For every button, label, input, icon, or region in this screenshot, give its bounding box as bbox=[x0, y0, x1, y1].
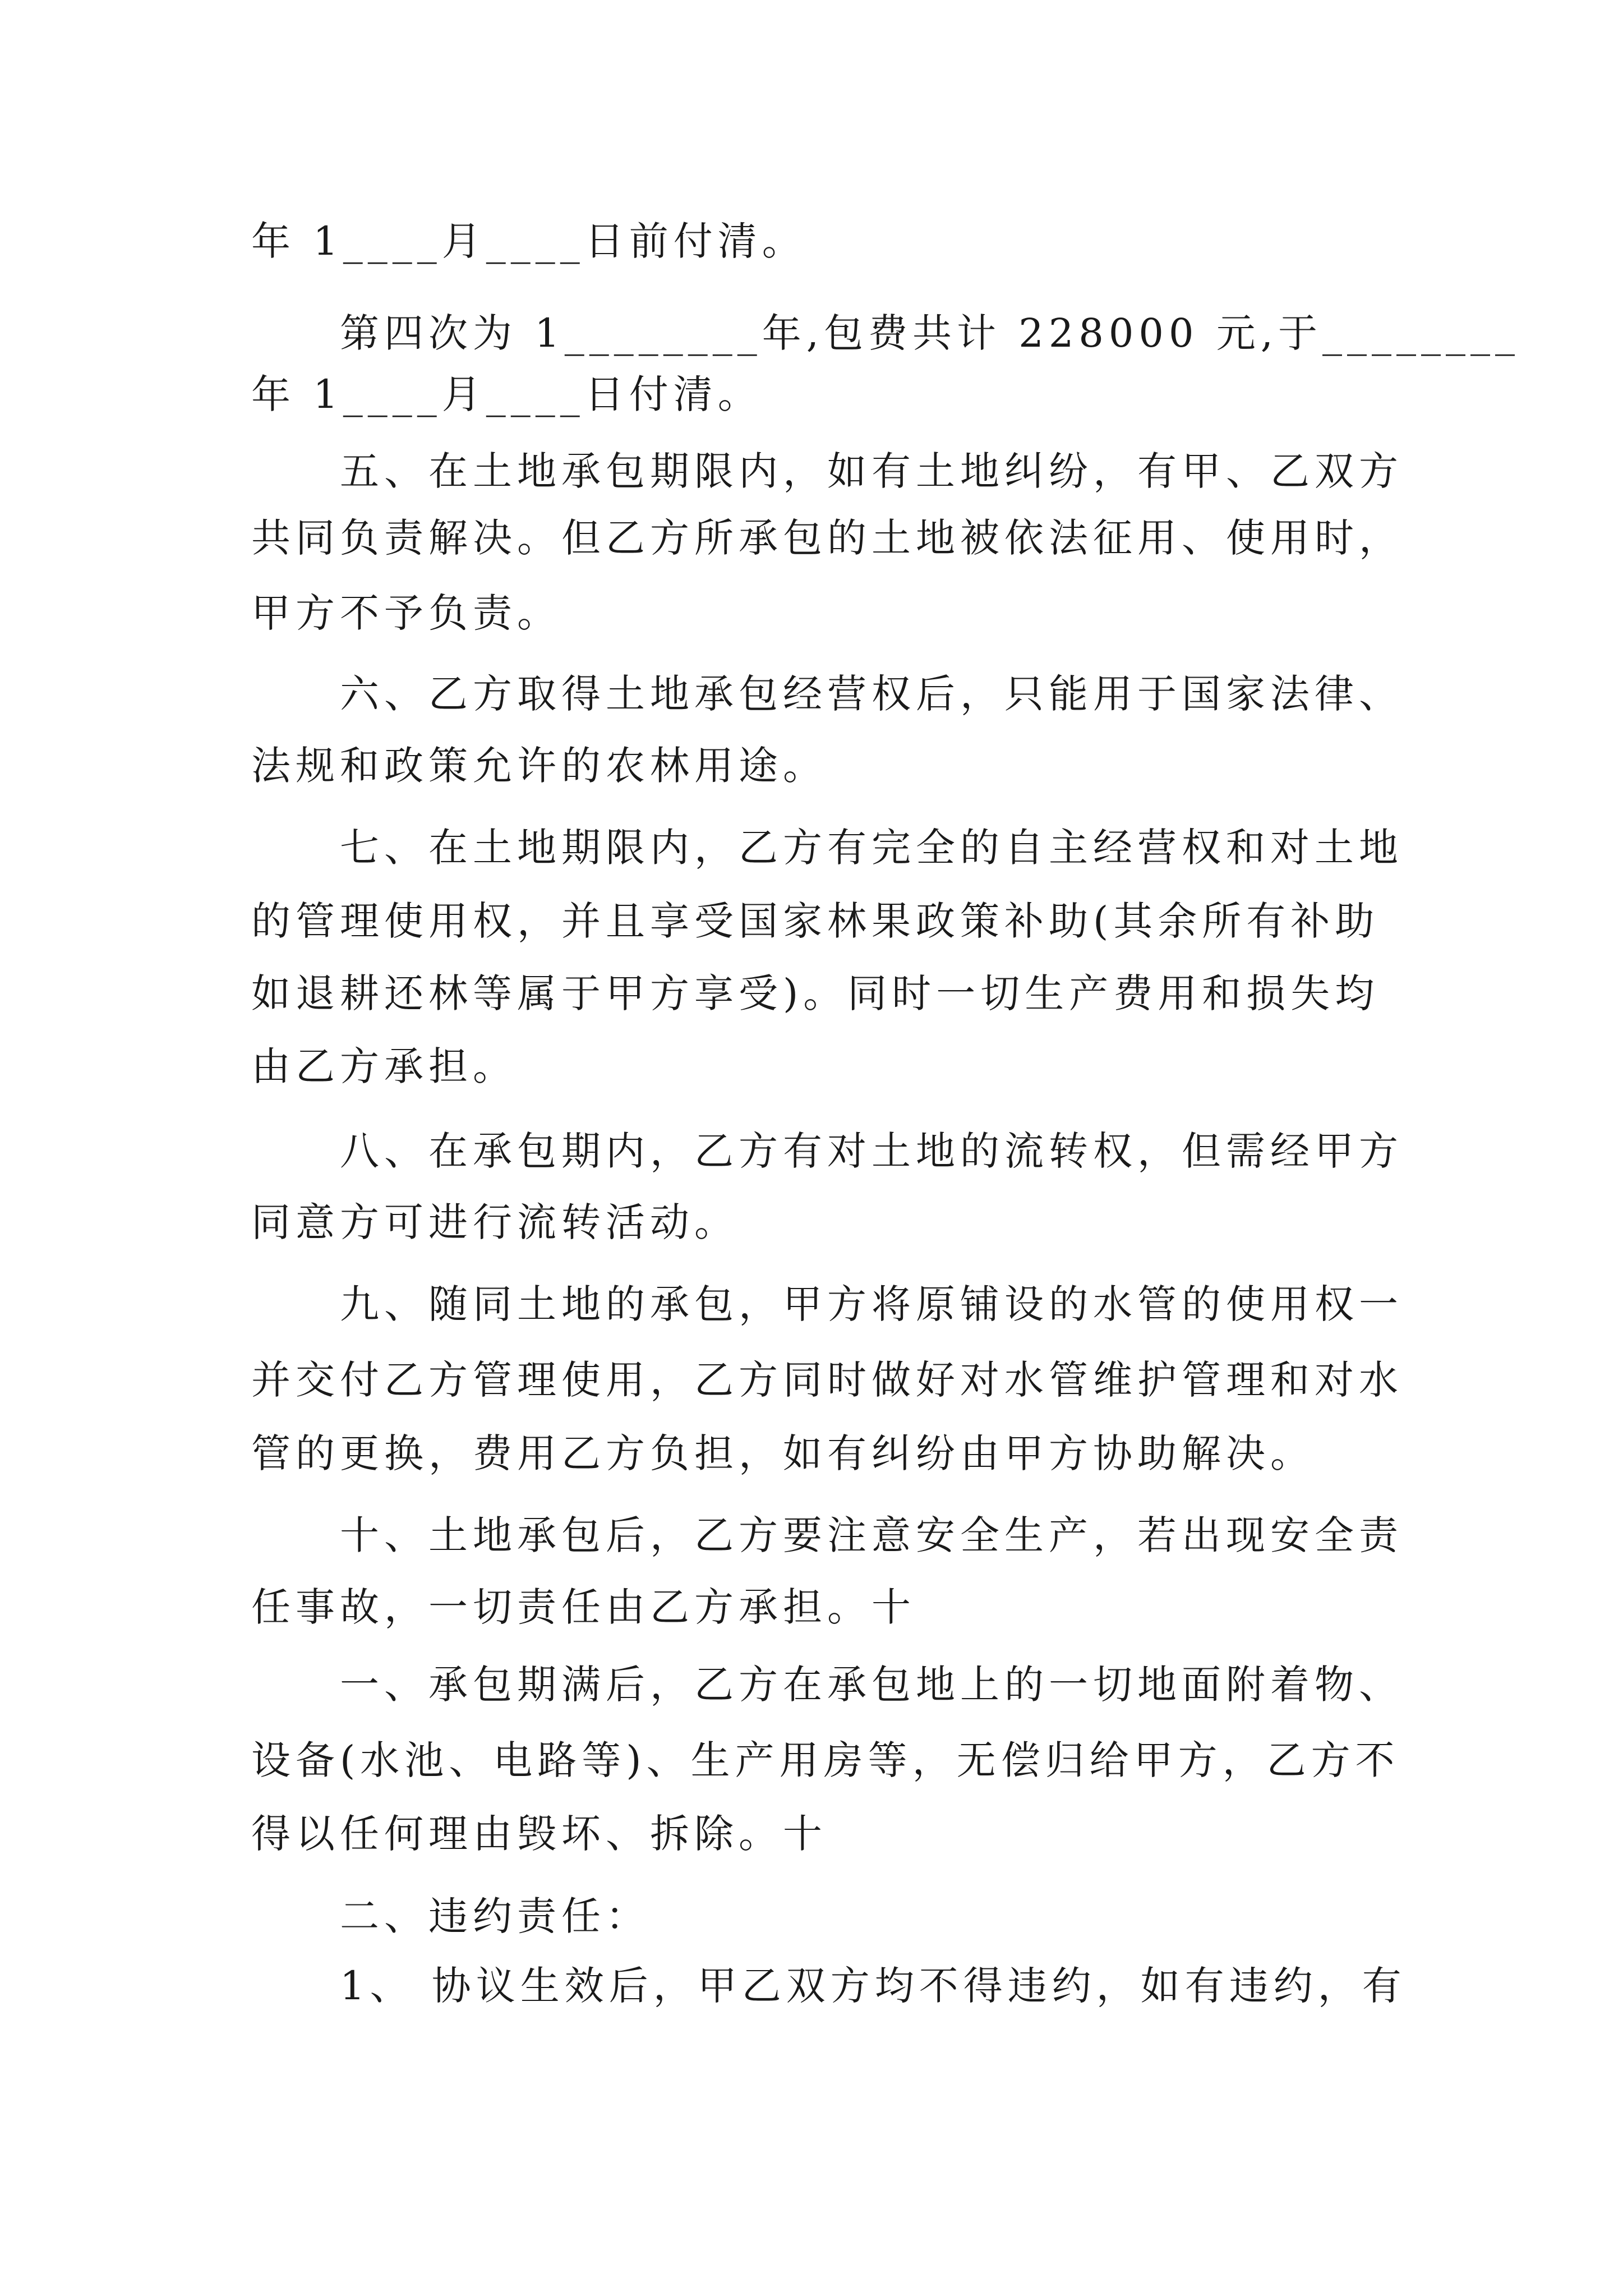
text-line: 如退耕还林等属于甲方享受)。同时一切生产费用和损失均 bbox=[251, 970, 1380, 1016]
text-line: 管的更换，费用乙方负担，如有纠纷由甲方协助解决。 bbox=[251, 1430, 1315, 1476]
text-line: 法规和政策允许的农林用途。 bbox=[251, 743, 827, 789]
text-line: 第四次为 1________年,包费共计 228000 元,于________ bbox=[340, 310, 1520, 356]
text-line: 同意方可进行流转活动。 bbox=[251, 1199, 739, 1245]
text-line: 二、违约责任： bbox=[340, 1893, 650, 1939]
text-line: 由乙方承担。 bbox=[251, 1043, 517, 1089]
text-line: 年 1____月____日前付清。 bbox=[251, 218, 806, 264]
text-line: 一、承包期满后，乙方在承包地上的一切地面附着物、 bbox=[340, 1662, 1403, 1708]
text-line: 八、在承包期内，乙方有对土地的流转权，但需经甲方 bbox=[340, 1128, 1403, 1174]
text-line: 得以任何理由毁坏、拆除。十 bbox=[251, 1811, 827, 1857]
text-line: 五、在土地承包期限内，如有土地纠纷，有甲、乙双方 bbox=[340, 448, 1403, 494]
text-line: 并交付乙方管理使用，乙方同时做好对水管维护管理和对水 bbox=[251, 1357, 1403, 1403]
text-line: 的管理使用权，并且享受国家林果政策补助(其余所有补助 bbox=[251, 898, 1380, 944]
text-line: 年 1____月____日付清。 bbox=[251, 371, 762, 417]
text-line: 九、随同土地的承包，甲方将原铺设的水管的使用权一 bbox=[340, 1281, 1403, 1327]
text-line: 设备(水池、电路等)、生产用房等，无偿归给甲方，乙方不 bbox=[251, 1737, 1400, 1783]
text-line: 1、 协议生效后，甲乙双方均不得违约，如有违约，有 bbox=[340, 1963, 1407, 2009]
text-line: 甲方不予负责。 bbox=[251, 590, 561, 636]
text-line: 任事故，一切责任由乙方承担。十 bbox=[251, 1584, 916, 1630]
text-line: 十、土地承包后，乙方要注意安全生产，若出现安全责 bbox=[340, 1512, 1403, 1558]
text-line: 七、在土地期限内，乙方有完全的自主经营权和对土地 bbox=[340, 825, 1403, 871]
text-line: 共同负责解决。但乙方所承包的土地被依法征用、使用时， bbox=[251, 515, 1403, 561]
text-line: 六、乙方取得土地承包经营权后，只能用于国家法律、 bbox=[340, 671, 1403, 717]
